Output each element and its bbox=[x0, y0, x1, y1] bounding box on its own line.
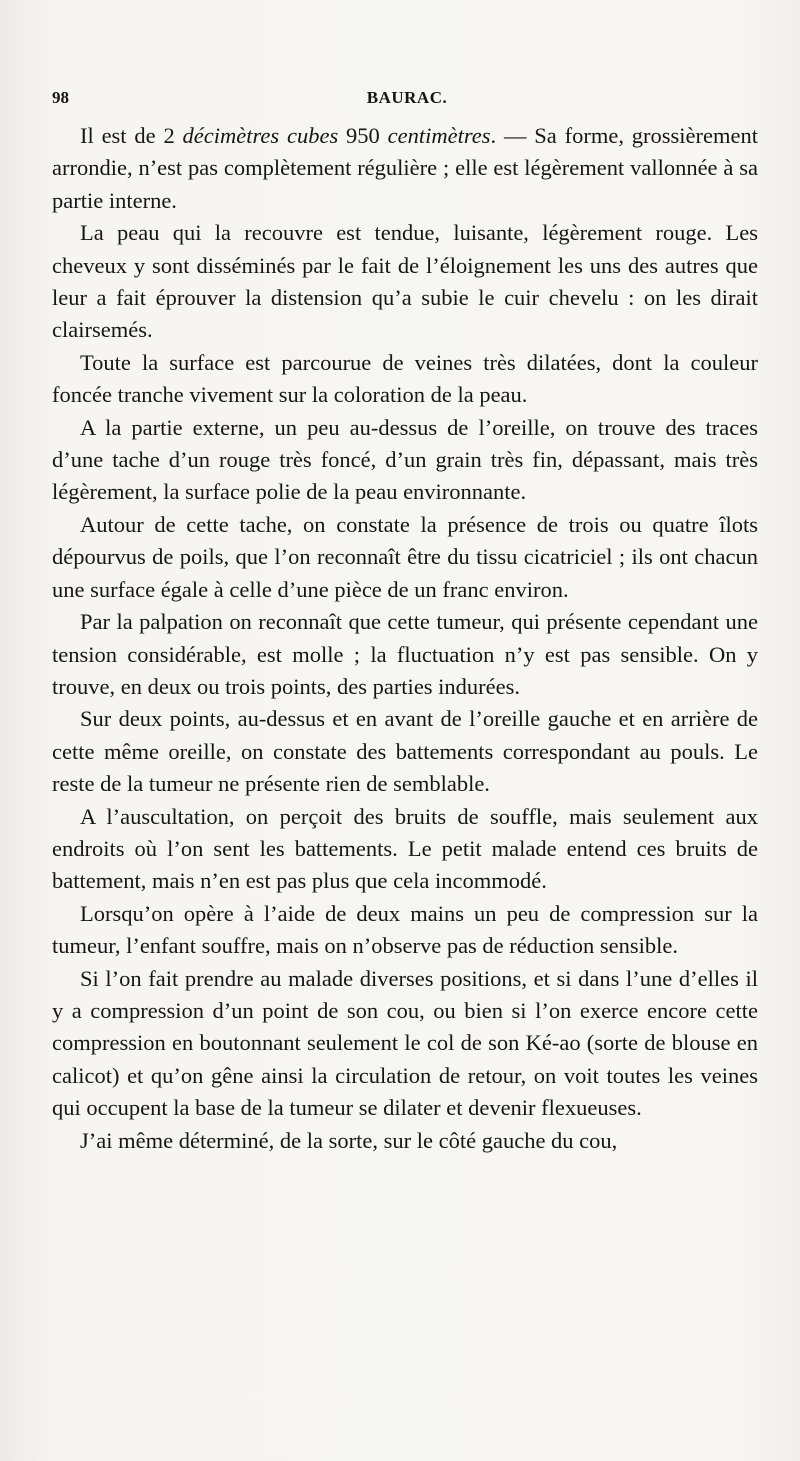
paragraph: J’ai même déterminé, de la sorte, sur le côté gauche du cou, bbox=[80, 1127, 618, 1153]
running-head: BAURAC. bbox=[366, 88, 448, 107]
paragraph: Par la palpation on reconnaît que cette tumeur, qui présente cependant une tension considérable, est molle ; la fluctuation n’y est pas sensible. On y trouve, en deux ou trois points, des parties indurées. bbox=[52, 609, 758, 699]
italic-phrase: centimètres bbox=[387, 123, 491, 148]
paragraph: Lorsqu’on opère à l’aide de deux mains un peu de compression sur la tumeur, l’enfant souffre, mais on n’observe pas de réduction sensible. bbox=[52, 900, 758, 959]
paragraph: A la partie externe, un peu au-dessus de l’oreille, on trouve des traces d’une tache d’un rouge très foncé, d’un grain très fin, dépassant, mais très légèrement, la surface polie de la peau environnante. bbox=[52, 414, 758, 505]
page-number: 98 bbox=[52, 88, 69, 107]
paragraph: Sur deux points, au-dessus et en avant de l’oreille gauche et en arrière de cette même oreille, on constate des battements correspondant au pouls. Le reste de la tumeur ne présente rien de semblable. bbox=[52, 706, 758, 797]
body-text bbox=[52, 120, 758, 1157]
paragraph: Si l’on fait prendre au malade diverses positions, et si dans l’une d’elles il y a compression d’un point de son cou, ou bien si l’on exerce encore cette compression en boutonnant seulement le col de son Ké-ao (sorte de blouse en calicot) et qu’on gêne ainsi la circulation de retour, on voit toutes les veines qui occupent la base de la tumeur se dilater et devenir flexueuses. bbox=[52, 965, 758, 1121]
italic-phrase: décimètres cubes bbox=[182, 123, 339, 148]
paragraph: La peau qui la recouvre est tendue, luisante, légèrement rouge. Les cheveux y sont disséminés par le fait de l’éloignement les uns des autres que leur a fait éprouver la distension qu’a subie le cuir chevelu : on les dirait clairsemés. bbox=[52, 220, 758, 343]
paragraph: A l’auscultation, on perçoit des bruits de souffle, mais seulement aux endroits où l’on sent les battements. Le petit malade entend ces bruits de battement, mais n’en est pas plus que cela incommodé. bbox=[52, 803, 758, 894]
paragraph: Il est de 2 décimètres cubes 950 centimètres. — Sa forme, grossièrement arrondie, n’est pas complètement régulière ; elle est légèrement vallonnée à sa partie interne. bbox=[52, 123, 759, 213]
paragraph: Toute la surface est parcourue de veines très dilatées, dont la couleur foncée tranche vivement sur la coloration de la peau. bbox=[52, 349, 758, 408]
page-header bbox=[52, 88, 762, 112]
paragraph: Autour de cette tache, on constate la présence de trois ou quatre îlots dépourvus de poils, que l’on reconnaît être du tissu cicatriciel ; ils ont chacun une surface égale à celle d’une pièce de un franc environ. bbox=[52, 511, 758, 602]
